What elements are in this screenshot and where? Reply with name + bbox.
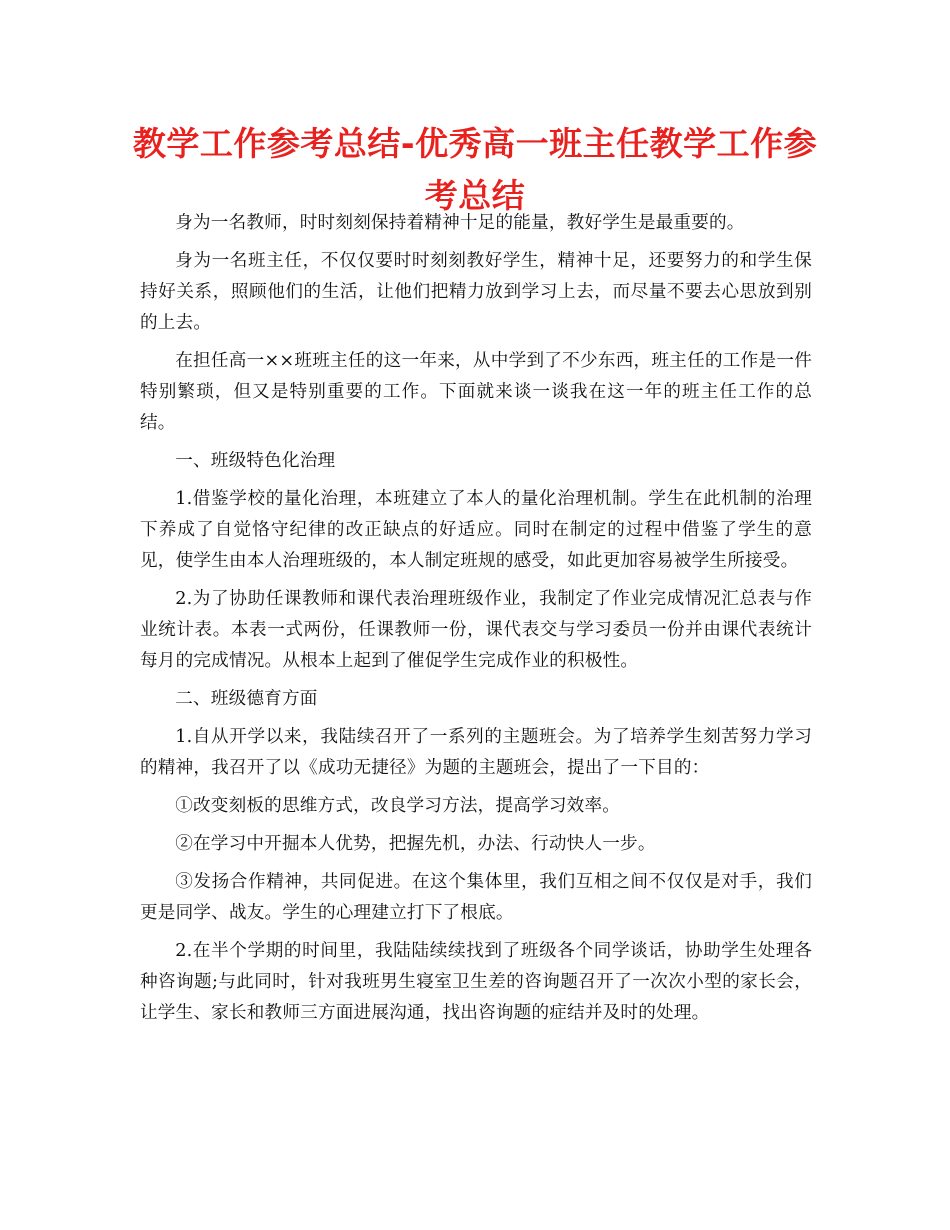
paragraph-4: 1.借鉴学校的量化治理，本班建立了本人的量化治理机制。学生在此机制的治理下养成了自觉恪守纪律的改正缺点的好适应。同时在制定的过程中借鉴了学生的意见，使学生由本人治理班级的，本人制定班规的感受，如此更加容易被学生所接受。 — [140, 489, 812, 571]
section-heading-1: 一、班级特色化治理 — [175, 451, 336, 471]
paragraph-2: 身为一名班主任，不仅仅要时时刻刻教好学生，精神十足，还要努力的和学生保持好关系，照顾他们的生活，让他们把精力放到学习上去，而尽量不要去心思放到别的上去。 — [140, 251, 812, 333]
document-title: 教学工作参考总结-优秀高一班主任教学工作参考总结 — [132, 124, 818, 215]
list-item-2: ②在学习中开掘本人优势，把握先机，办法、行动快人一步。 — [175, 834, 656, 854]
list-item-3: ③发扬合作精神，共同促进。在这个集体里，我们互相之间不仅仅是对手，我们更是同学、战友。学生的心理建立打下了根底。 — [140, 872, 812, 923]
paragraph-3: 在担任高一××班班主任的这一年来，从中学到了不少东西，班主任的工作是一件特别繁琐，但又是特别重要的工作。下面就来谈一谈我在这一年的班主任工作的总结。 — [140, 351, 812, 433]
list-item-1: ①改变刻板的思维方式，改良学习方法，提高学习效率。 — [175, 796, 621, 816]
paragraph-6: 1.自从开学以来，我陆续召开了一系列的主题班会。为了培养学生刻苦努力学习的精神，我召开了以《成功无捷径》为题的主题班会，提出了一下目的： — [140, 727, 812, 778]
section-heading-2: 二、班级德育方面 — [175, 689, 318, 709]
paragraph-5: 2.为了协助任课教师和课代表治理班级作业，我制定了作业完成情况汇总表与作业统计表。本表一式两份，任课教师一份，课代表交与学习委员一份并由课代表统计每月的完成情况。从根本上起到了催促学生完成作业的积极性。 — [140, 589, 812, 671]
document-body — [140, 208, 812, 1036]
paragraph-1: 身为一名教师，时时刻刻保持着精神十足的能量，教好学生是最重要的。 — [175, 213, 745, 233]
paragraph-7: 2.在半个学期的时间里，我陆陆续续找到了班级各个同学谈话，协助学生处理各种咨询题;与此同时，针对我班男生寝室卫生差的咨询题召开了一次次小型的家长会，让学生、家长和教师三方面进展沟通，找出咨询题的症结并及时的处理。 — [140, 941, 812, 1023]
